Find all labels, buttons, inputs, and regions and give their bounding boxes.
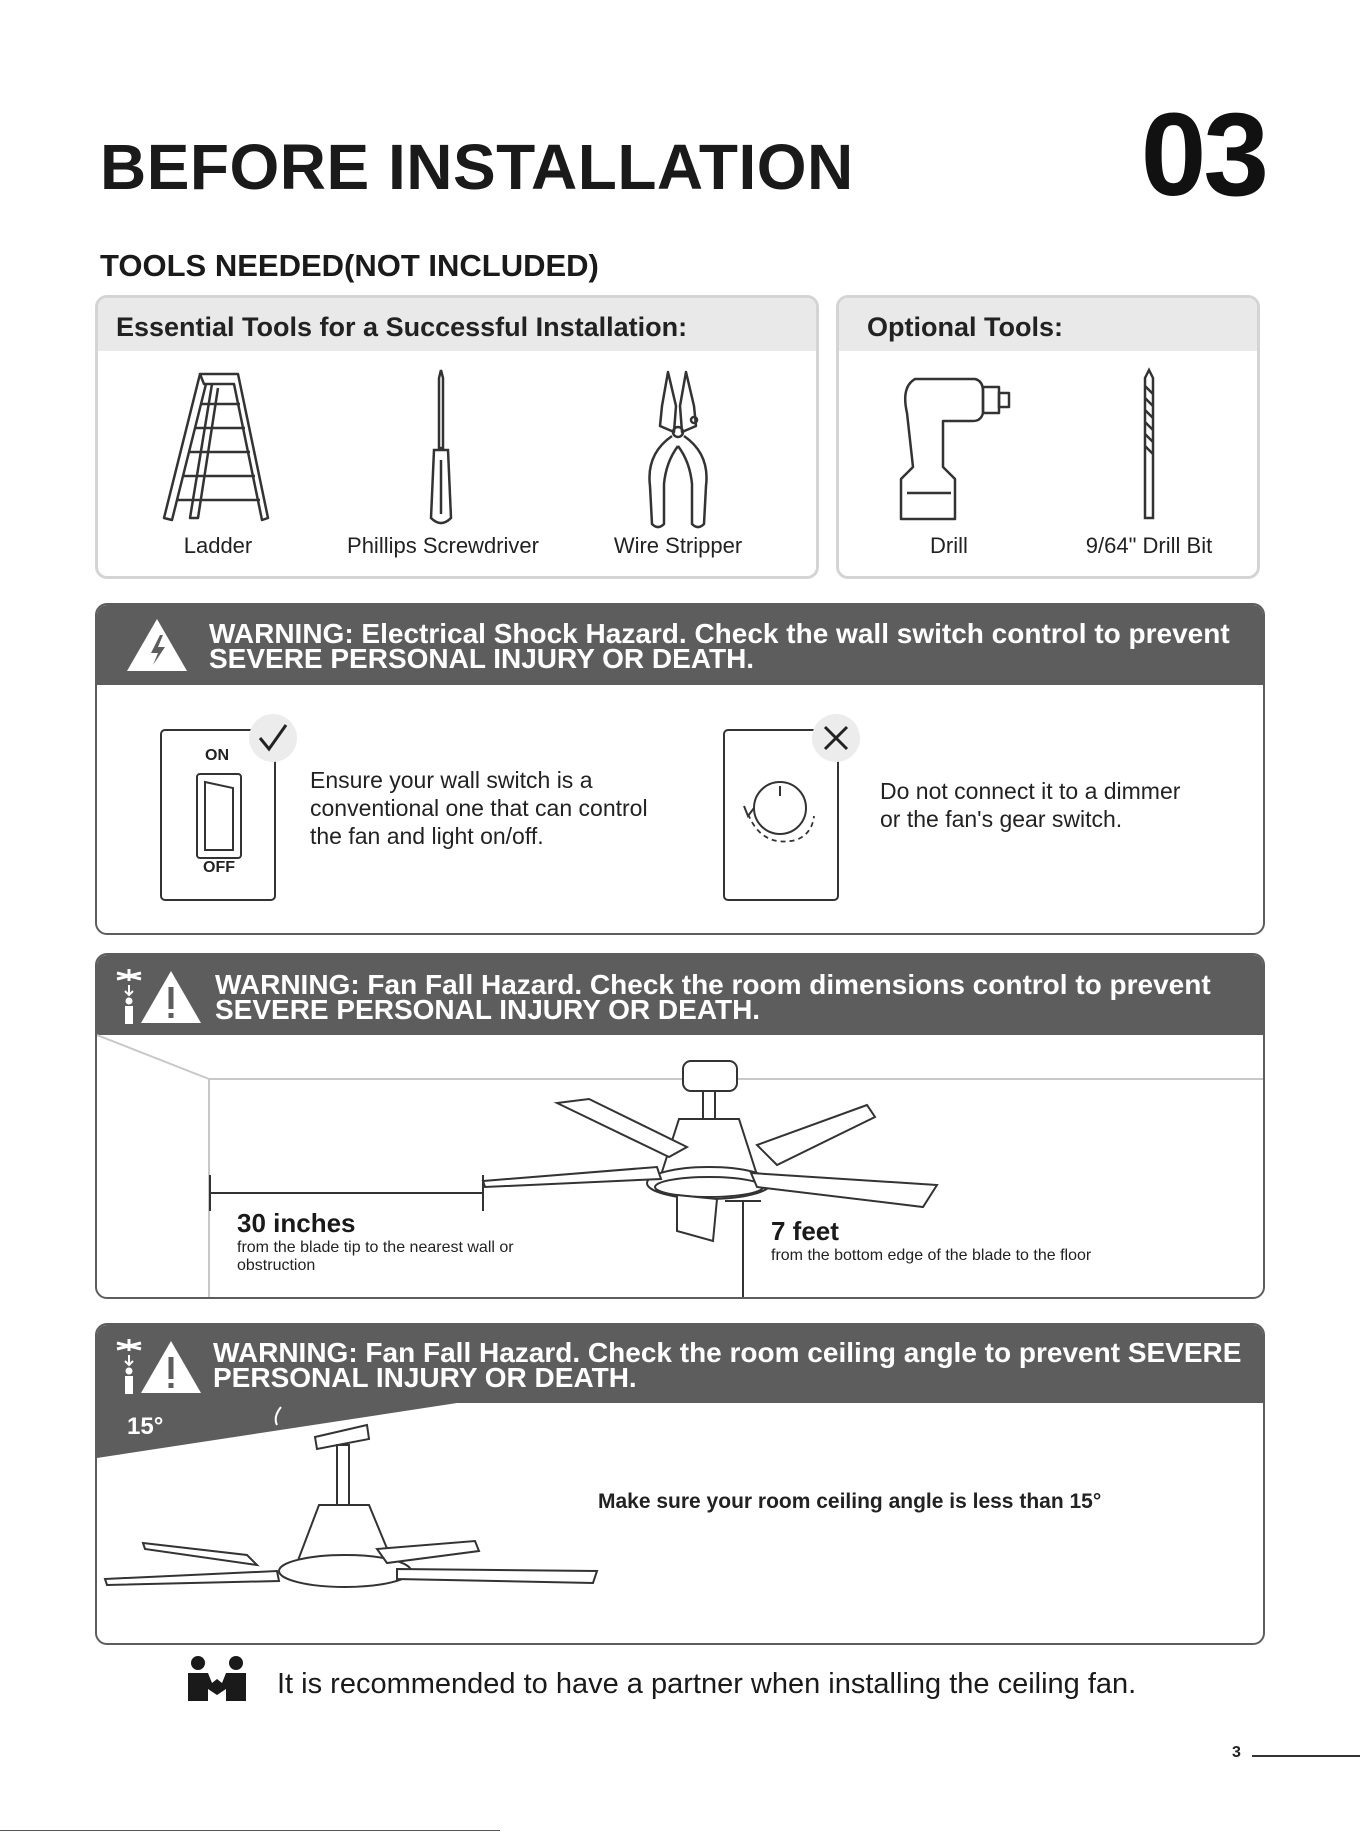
drill-icon <box>897 373 1017 523</box>
ladder-icon <box>160 368 272 528</box>
switch-on-label: ON <box>205 747 229 764</box>
fan-fall-hazard-icon <box>113 965 203 1027</box>
dimensions-warning-panel <box>95 953 1265 1299</box>
tool-label-drill-bit: 9/64" Drill Bit <box>1085 533 1213 558</box>
section-heading: TOOLS NEEDED(NOT INCLUDED) <box>100 248 599 283</box>
tool-label-phillips-screwdriver: Phillips Screwdriver <box>347 533 539 558</box>
ceiling-angle-warning-panel <box>95 1323 1265 1645</box>
drill-bit-icon <box>1139 368 1159 528</box>
dimensions-warning-banner <box>97 955 1263 1035</box>
ceiling-angle-warning-text: WARNING: Fan Fall Hazard. Check the room ceiling angle to prevent SEVERE PERSONAL INJURY OR DEATH. <box>213 1337 1242 1393</box>
page-title: BEFORE INSTALLATION <box>100 131 854 203</box>
dimensions-warning-text: WARNING: Fan Fall Hazard. Check the room dimensions control to prevent SEVERE PERSONAL INJURY OR DEATH. <box>215 969 1211 1025</box>
optional-tools-panel <box>836 295 1260 579</box>
dimmer-switch-icon <box>722 710 862 905</box>
floor-distance-value: 7 feet <box>771 1216 839 1246</box>
ceiling-angle-warning-banner <box>97 1325 1263 1403</box>
page-number-large: 03 <box>1140 89 1266 221</box>
screwdriver-icon <box>426 368 456 528</box>
partner-recommendation: It is recommended to have a partner when installing the ceiling fan. <box>277 1668 1137 1700</box>
ceiling-angle-diagram <box>97 1403 1265 1645</box>
electric-shock-icon <box>125 617 189 673</box>
wall-distance-note: from the blade tip to the nearest wall or obstruction <box>237 1239 514 1274</box>
bottom-edge-rule <box>0 1830 500 1831</box>
switch-off-label: OFF <box>203 859 235 876</box>
optional-tools-heading: Optional Tools: <box>839 298 1257 351</box>
ceiling-angle-note: Make sure your room ceiling angle is less than 15° <box>598 1490 1102 1513</box>
dimmer-warning-text: Do not connect it to a dimmer or the fan's gear switch. <box>880 778 1181 832</box>
footer-page-number: 3 <box>1232 1744 1241 1761</box>
two-people-icon <box>186 1655 248 1701</box>
fan-fall-hazard-icon <box>113 1335 203 1397</box>
floor-distance-note: from the bottom edge of the blade to the floor <box>771 1247 1092 1264</box>
ceiling-angle-label: 15° <box>127 1413 164 1440</box>
wall-distance-value: 30 inches <box>237 1208 356 1238</box>
tool-label-wire-stripper: Wire Stripper <box>613 533 743 558</box>
conventional-switch-text: Ensure your wall switch is a conventional one that can control the fan and light on/off. <box>310 767 648 849</box>
electrical-warning-text: WARNING: Electrical Shock Hazard. Check the wall switch control to prevent SEVERE PERSONAL INJURY OR DEATH. <box>209 618 1230 674</box>
electrical-warning-banner <box>97 605 1263 685</box>
electrical-warning-panel <box>95 603 1265 935</box>
tool-label-drill: Drill <box>930 533 968 558</box>
wire-stripper-icon <box>638 366 718 531</box>
footer-rule <box>1252 1755 1360 1757</box>
essential-tools-heading: Essential Tools for a Successful Installation: <box>98 298 816 351</box>
tool-label-ladder: Ladder <box>183 533 253 558</box>
essential-tools-panel <box>95 295 819 579</box>
